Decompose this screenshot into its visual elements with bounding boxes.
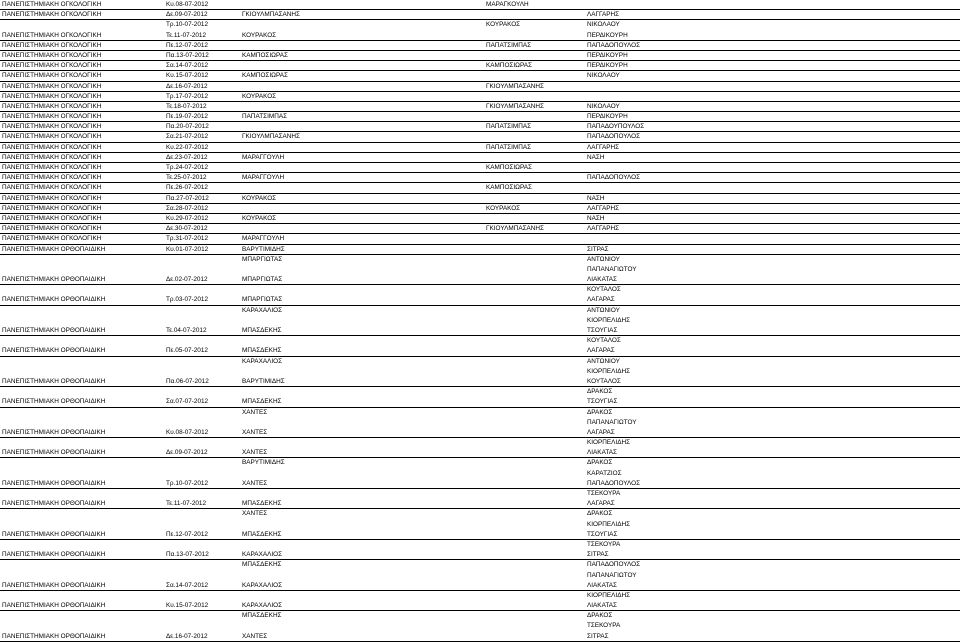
department-cell: ΠΑΝΕΠΙΣΤΗΜΙΑΚΗ ΟΡΘΟΠΑΙΔΙΚΗ: [2, 347, 106, 355]
department-cell: ΠΑΝΕΠΙΣΤΗΜΙΑΚΗ ΟΡΘΟΠΑΙΔΙΚΗ: [2, 327, 106, 334]
table-row: [0, 326, 960, 336]
table-row: [0, 112, 960, 122]
resident-cell: ΤΣΟΥΓΙΑΣ: [587, 530, 618, 538]
resident-cell: ΣΙΤΡΑΣ: [587, 632, 609, 640]
resident-cell: ΑΝΤΩΝΙΟΥ: [587, 357, 620, 365]
date-cell: Πα.20-07-2012: [166, 123, 209, 131]
table-row: [0, 204, 960, 214]
primary-doctor-cell: ΜΠΑΡΓΙΩΤΑΣ: [242, 296, 283, 304]
resident-cell: ΠΑΠΑΔΟΠΟΥΛΟΣ: [587, 561, 641, 569]
date-cell: Κυ.08-07-2012: [166, 428, 209, 436]
table-row: [0, 550, 960, 560]
resident-cell: ΛΑΓΑΡΑΣ: [587, 500, 615, 508]
secondary-doctor-cell: ΠΑΠΑΤΣΙΜΠΑΣ: [486, 123, 532, 131]
primary-doctor-cell: ΚΑΡΑΧΑΛΙΟΣ: [242, 357, 283, 365]
date-cell: Κυ.08-07-2012: [166, 1, 209, 8]
department-cell: ΠΑΝΕΠΙΣΤΗΜΙΑΚΗ ΟΡΘΟΠΑΙΔΙΚΗ: [2, 449, 106, 457]
resident-cell: ΛΑΓΑΡΑΣ: [587, 428, 615, 436]
department-cell: ΠΑΝΕΠΙΣΤΗΜΙΑΚΗ ΟΓΚΟΛΟΓΙΚΗ: [2, 164, 102, 171]
date-cell: Τρ.17-07-2012: [166, 92, 209, 100]
table-row: [0, 316, 960, 326]
date-cell: Δε.16-07-2012: [166, 632, 208, 640]
resident-cell: ΤΣΕΚΟΥΡΑ: [587, 622, 621, 630]
table-row: [0, 102, 960, 112]
primary-doctor-cell: ΓΚΙΟΥΛΜΠΑΣΑΝΗΣ: [242, 133, 300, 141]
date-cell: Τρ.10-07-2012: [166, 479, 209, 487]
resident-cell: ΝΙΚΟΛΑΟΥ: [587, 102, 620, 110]
department-cell: ΠΑΝΕΠΙΣΤΗΜΙΑΚΗ ΟΓΚΟΛΟΓΙΚΗ: [2, 11, 102, 19]
table-row: [0, 51, 960, 61]
table-row: [0, 418, 960, 428]
date-cell: Κυ.01-07-2012: [166, 245, 209, 253]
primary-doctor-cell: ΜΠΑΣΔΕΚΗΣ: [242, 500, 282, 508]
resident-cell: ΤΣΟΥΓΙΑΣ: [587, 327, 618, 334]
department-cell: ΠΑΝΕΠΙΣΤΗΜΙΑΚΗ ΟΓΚΟΛΟΓΙΚΗ: [2, 153, 102, 161]
table-row: [0, 194, 960, 204]
primary-doctor-cell: ΜΑΡΑΓΓΟΥΛΗ: [242, 153, 285, 161]
department-cell: ΠΑΝΕΠΙΣΤΗΜΙΑΚΗ ΟΓΚΟΛΟΓΙΚΗ: [2, 133, 102, 141]
resident-cell: ΠΑΠΑΔΟΠΟΥΛΟΣ: [587, 41, 641, 49]
table-row: [0, 499, 960, 509]
primary-doctor-cell: ΚΟΥΡΑΚΟΣ: [242, 194, 277, 202]
table-row: [0, 10, 960, 20]
secondary-doctor-cell: ΓΚΙΟΥΛΜΠΑΣΑΝΗΣ: [486, 82, 544, 90]
department-cell: ΠΑΝΕΠΙΣΤΗΜΙΑΚΗ ΟΡΘΟΠΑΙΔΙΚΗ: [2, 398, 106, 406]
date-cell: Τρ.10-07-2012: [166, 21, 209, 29]
secondary-doctor-cell: ΓΚΙΟΥΛΜΠΑΣΑΝΗΣ: [486, 102, 544, 110]
table-row: [0, 560, 960, 570]
date-cell: Τε.18-07-2012: [166, 102, 207, 110]
primary-doctor-cell: ΚΑΡΑΧΑΛΙΟΣ: [242, 581, 283, 589]
resident-cell: ΤΣΕΚΟΥΡΑ: [587, 540, 621, 548]
date-cell: Πε.05-07-2012: [166, 347, 208, 355]
table-row: [0, 489, 960, 499]
table-row: [0, 509, 960, 519]
primary-doctor-cell: ΜΑΡΑΓΓΟΥΛΗ: [242, 174, 285, 182]
primary-doctor-cell: ΒΑΡΥΤΙΜΙΔΗΣ: [242, 245, 285, 253]
resident-cell: ΑΝΤΩΝΙΟΥ: [587, 306, 620, 314]
resident-cell: ΛΙΑΚΑΤΑΣ: [587, 449, 617, 457]
resident-cell: ΛΙΑΚΑΤΑΣ: [587, 581, 617, 589]
department-cell: ΠΑΝΕΠΙΣΤΗΜΙΑΚΗ ΟΓΚΟΛΟΓΙΚΗ: [2, 204, 102, 212]
resident-cell: ΚΟΥΤΑΛΟΣ: [587, 286, 621, 294]
primary-doctor-cell: ΧΑΝΤΕΣ: [242, 408, 268, 416]
department-cell: ΠΑΝΕΠΙΣΤΗΜΙΑΚΗ ΟΡΘΟΠΑΙΔΙΚΗ: [2, 276, 106, 284]
department-cell: ΠΑΝΕΠΙΣΤΗΜΙΑΚΗ ΟΡΘΟΠΑΙΔΙΚΗ: [2, 632, 106, 640]
primary-doctor-cell: ΜΠΑΣΔΕΚΗΣ: [242, 561, 282, 569]
department-cell: ΠΑΝΕΠΙΣΤΗΜΙΑΚΗ ΟΓΚΟΛΟΓΙΚΗ: [2, 82, 102, 90]
resident-cell: ΚΙΟΡΠΕΛΙΔΗΣ: [587, 316, 631, 324]
secondary-doctor-cell: ΚΑΜΠΟΣΙΩΡΑΣ: [486, 164, 532, 171]
table-row: [0, 571, 960, 581]
date-cell: Πε.26-07-2012: [166, 184, 208, 192]
date-cell: Πα.06-07-2012: [166, 377, 209, 385]
table-row: [0, 367, 960, 377]
date-cell: Πα.27-07-2012: [166, 194, 209, 202]
department-cell: ΠΑΝΕΠΙΣΤΗΜΙΑΚΗ ΟΡΘΟΠΑΙΔΙΚΗ: [2, 479, 106, 487]
resident-cell: ΠΑΠΑΔΟΠΟΥΛΟΣ: [587, 174, 641, 182]
primary-doctor-cell: ΚΟΥΡΑΚΟΣ: [242, 214, 277, 222]
table-row: [0, 397, 960, 407]
table-row: [0, 275, 960, 285]
table-row: [0, 71, 960, 81]
date-cell: Τρ.31-07-2012: [166, 235, 209, 243]
table-row: [0, 581, 960, 591]
table-row: [0, 122, 960, 132]
table-row: [0, 20, 960, 30]
department-cell: ΠΑΝΕΠΙΣΤΗΜΙΑΚΗ ΟΓΚΟΛΟΓΙΚΗ: [2, 102, 102, 110]
table-row: [0, 377, 960, 387]
department-cell: ΠΑΝΕΠΙΣΤΗΜΙΑΚΗ ΟΡΘΟΠΑΙΔΙΚΗ: [2, 500, 106, 508]
secondary-doctor-cell: ΓΚΙΟΥΛΜΠΑΣΑΝΗΣ: [486, 225, 544, 233]
resident-cell: ΝΑΣΗ: [587, 194, 605, 202]
resident-cell: ΣΙΤΡΑΣ: [587, 551, 609, 559]
date-cell: Κυ.15-07-2012: [166, 602, 209, 610]
resident-cell: ΠΑΠΑΔΟΠΟΥΛΟΣ: [587, 479, 641, 487]
table-row: [0, 0, 960, 10]
primary-doctor-cell: ΜΠΑΣΔΕΚΗΣ: [242, 612, 282, 620]
table-row: [0, 245, 960, 255]
resident-cell: ΠΕΡΔΙΚΟΥΡΗ: [587, 31, 628, 39]
resident-cell: ΔΡΑΚΟΣ: [587, 612, 613, 620]
resident-cell: ΛΙΑΚΑΤΑΣ: [587, 602, 617, 610]
primary-doctor-cell: ΜΠΑΡΓΙΩΤΑΣ: [242, 276, 283, 284]
primary-doctor-cell: ΧΑΝΤΕΣ: [242, 479, 268, 487]
department-cell: ΠΑΝΕΠΙΣΤΗΜΙΑΚΗ ΟΓΚΟΛΟΓΙΚΗ: [2, 1, 102, 8]
department-cell: ΠΑΝΕΠΙΣΤΗΜΙΑΚΗ ΟΓΚΟΛΟΓΙΚΗ: [2, 113, 102, 121]
table-row: [0, 234, 960, 244]
date-cell: Τρ.24-07-2012: [166, 164, 209, 171]
date-cell: Σα.14-07-2012: [166, 62, 209, 70]
resident-cell: ΚΙΟΡΠΕΛΙΔΗΣ: [587, 367, 631, 375]
table-row: [0, 265, 960, 275]
secondary-doctor-cell: ΜΑΡΑΓΚΟΥΛΗ: [486, 1, 529, 8]
table-row: [0, 601, 960, 611]
table-row: [0, 255, 960, 265]
primary-doctor-cell: ΚΟΥΡΑΚΟΣ: [242, 92, 277, 100]
primary-doctor-cell: ΠΑΠΑΤΣΙΜΠΑΣ: [242, 113, 288, 121]
resident-cell: ΠΑΠΑΝΑΓΙΩΤΟΥ: [587, 571, 637, 579]
date-cell: Δε.16-07-2012: [166, 82, 208, 90]
secondary-doctor-cell: ΚΟΥΡΑΚΟΣ: [486, 21, 521, 29]
resident-cell: ΛΑΓΑΡΑΣ: [587, 347, 615, 355]
resident-cell: ΔΡΑΚΟΣ: [587, 459, 613, 467]
department-cell: ΠΑΝΕΠΙΣΤΗΜΙΑΚΗ ΟΓΚΟΛΟΓΙΚΗ: [2, 184, 102, 192]
date-cell: Πα.13-07-2012: [166, 51, 209, 59]
resident-cell: ΛΑΓΑΡΑΣ: [587, 296, 615, 304]
primary-doctor-cell: ΧΑΝΤΕΣ: [242, 632, 268, 640]
table-row: [0, 31, 960, 41]
resident-cell: ΤΣΟΥΓΙΑΣ: [587, 398, 618, 406]
table-row: [0, 458, 960, 468]
date-cell: Κυ.29-07-2012: [166, 214, 209, 222]
table-row: [0, 611, 960, 621]
primary-doctor-cell: ΜΑΡΑΓΓΟΥΛΗ: [242, 235, 285, 243]
date-cell: Πε.19-07-2012: [166, 113, 208, 121]
resident-cell: ΠΑΠΑΔΟΠΟΥΛΟΣ: [587, 133, 641, 141]
resident-cell: ΛΑΓΓΑΡΗΣ: [587, 143, 620, 151]
table-row: [0, 469, 960, 479]
department-cell: ΠΑΝΕΠΙΣΤΗΜΙΑΚΗ ΟΡΘΟΠΑΙΔΙΚΗ: [2, 296, 106, 304]
table-row: [0, 530, 960, 540]
date-cell: Δε.30-07-2012: [166, 225, 208, 233]
department-cell: ΠΑΝΕΠΙΣΤΗΜΙΑΚΗ ΟΓΚΟΛΟΓΙΚΗ: [2, 51, 102, 59]
primary-doctor-cell: ΧΑΝΤΕΣ: [242, 449, 268, 457]
department-cell: ΠΑΝΕΠΙΣΤΗΜΙΑΚΗ ΟΡΘΟΠΑΙΔΙΚΗ: [2, 551, 106, 559]
primary-doctor-cell: ΜΠΑΡΓΙΩΤΑΣ: [242, 255, 283, 263]
department-cell: ΠΑΝΕΠΙΣΤΗΜΙΑΚΗ ΟΓΚΟΛΟΓΙΚΗ: [2, 194, 102, 202]
resident-cell: ΚΙΟΡΠΕΛΙΔΗΣ: [587, 591, 631, 599]
table-row: [0, 295, 960, 305]
department-cell: ΠΑΝΕΠΙΣΤΗΜΙΑΚΗ ΟΓΚΟΛΟΓΙΚΗ: [2, 41, 102, 49]
table-row: [0, 540, 960, 550]
date-cell: Δε.02-07-2012: [166, 276, 208, 284]
table-row: [0, 92, 960, 102]
resident-cell: ΠΑΠΑΔΟΥΠΟΥΛΟΣ: [587, 123, 645, 131]
resident-cell: ΔΡΑΚΟΣ: [587, 388, 613, 396]
secondary-doctor-cell: ΚΑΜΠΟΣΙΩΡΑΣ: [486, 184, 532, 192]
table-row: [0, 183, 960, 193]
table-row: [0, 438, 960, 448]
primary-doctor-cell: ΚΟΥΡΑΚΟΣ: [242, 31, 277, 39]
table-row: [0, 285, 960, 295]
resident-cell: ΝΙΚΟΛΑΟΥ: [587, 72, 620, 80]
table-row: [0, 591, 960, 601]
department-cell: ΠΑΝΕΠΙΣΤΗΜΙΑΚΗ ΟΡΘΟΠΑΙΔΙΚΗ: [2, 428, 106, 436]
resident-cell: ΠΑΠΑΝΑΓΙΩΤΟΥ: [587, 418, 637, 426]
table-row: [0, 61, 960, 71]
resident-cell: ΚΙΟΡΠΕΛΙΔΗΣ: [587, 520, 631, 528]
date-cell: Τε.11-07-2012: [166, 31, 207, 39]
table-row: [0, 520, 960, 530]
resident-cell: ΛΑΓΓΑΡΗΣ: [587, 204, 620, 212]
table-row: [0, 214, 960, 224]
resident-cell: ΚΙΟΡΠΕΛΙΔΗΣ: [587, 439, 631, 447]
department-cell: ΠΑΝΕΠΙΣΤΗΜΙΑΚΗ ΟΓΚΟΛΟΓΙΚΗ: [2, 31, 102, 39]
date-cell: Σα.28-07-2012: [166, 204, 209, 212]
date-cell: Τε.25-07-2012: [166, 174, 207, 182]
resident-cell: ΚΑΡΑΤΖΙΟΣ: [587, 469, 622, 477]
resident-cell: ΑΝΤΩΝΙΟΥ: [587, 255, 620, 263]
primary-doctor-cell: ΜΠΑΣΔΕΚΗΣ: [242, 398, 282, 406]
date-cell: Πε.12-07-2012: [166, 41, 208, 49]
table-row: [0, 336, 960, 346]
primary-doctor-cell: ΚΑΜΠΟΣΙΩΡΑΣ: [242, 72, 288, 80]
primary-doctor-cell: ΧΑΝΤΕΣ: [242, 510, 268, 518]
secondary-doctor-cell: ΚΟΥΡΑΚΟΣ: [486, 204, 521, 212]
resident-cell: ΠΕΡΔΙΚΟΥΡΗ: [587, 51, 628, 59]
table-row: [0, 41, 960, 51]
resident-cell: ΚΟΥΤΑΛΟΣ: [587, 377, 621, 385]
resident-cell: ΛΙΑΚΑΤΑΣ: [587, 276, 617, 284]
primary-doctor-cell: ΒΑΡΥΤΙΜΙΔΗΣ: [242, 459, 285, 467]
primary-doctor-cell: ΜΠΑΣΔΕΚΗΣ: [242, 530, 282, 538]
department-cell: ΠΑΝΕΠΙΣΤΗΜΙΑΚΗ ΟΓΚΟΛΟΓΙΚΗ: [2, 62, 102, 70]
date-cell: Πε.12-07-2012: [166, 530, 208, 538]
table-row: [0, 621, 960, 631]
resident-cell: ΔΡΑΚΟΣ: [587, 408, 613, 416]
department-cell: ΠΑΝΕΠΙΣΤΗΜΙΑΚΗ ΟΓΚΟΛΟΓΙΚΗ: [2, 123, 102, 131]
table-row: [0, 448, 960, 458]
primary-doctor-cell: ΜΠΑΣΔΕΚΗΣ: [242, 347, 282, 355]
secondary-doctor-cell: ΠΑΠΑΤΣΙΜΠΑΣ: [486, 143, 532, 151]
primary-doctor-cell: ΧΑΝΤΕΣ: [242, 428, 268, 436]
primary-doctor-cell: ΚΑΜΠΟΣΙΩΡΑΣ: [242, 51, 288, 59]
date-cell: Τε.04-07-2012: [166, 327, 207, 334]
date-cell: Τρ.03-07-2012: [166, 296, 209, 304]
date-cell: Πα.13-07-2012: [166, 551, 209, 559]
department-cell: ΠΑΝΕΠΙΣΤΗΜΙΑΚΗ ΟΡΘΟΠΑΙΔΙΚΗ: [2, 602, 106, 610]
secondary-doctor-cell: ΚΑΜΠΟΣΙΩΡΑΣ: [486, 62, 532, 70]
table-row: [0, 153, 960, 163]
table-row: [0, 632, 960, 642]
primary-doctor-cell: ΜΠΑΣΔΕΚΗΣ: [242, 327, 282, 334]
table-row: [0, 346, 960, 356]
department-cell: ΠΑΝΕΠΙΣΤΗΜΙΑΚΗ ΟΓΚΟΛΟΓΙΚΗ: [2, 235, 102, 243]
department-cell: ΠΑΝΕΠΙΣΤΗΜΙΑΚΗ ΟΡΘΟΠΑΙΔΙΚΗ: [2, 581, 106, 589]
table-row: [0, 224, 960, 234]
date-cell: Δε.23-07-2012: [166, 153, 208, 161]
department-cell: ΠΑΝΕΠΙΣΤΗΜΙΑΚΗ ΟΡΘΟΠΑΙΔΙΚΗ: [2, 530, 106, 538]
table-row: [0, 132, 960, 142]
primary-doctor-cell: ΚΑΡΑΧΑΛΙΟΣ: [242, 306, 283, 314]
resident-cell: ΛΑΓΓΑΡΗΣ: [587, 11, 620, 19]
department-cell: ΠΑΝΕΠΙΣΤΗΜΙΑΚΗ ΟΓΚΟΛΟΓΙΚΗ: [2, 174, 102, 182]
resident-cell: ΣΙΤΡΑΣ: [587, 245, 609, 253]
table-row: [0, 357, 960, 367]
date-cell: Κυ.22-07-2012: [166, 143, 209, 151]
department-cell: ΠΑΝΕΠΙΣΤΗΜΙΑΚΗ ΟΡΘΟΠΑΙΔΙΚΗ: [2, 377, 106, 385]
resident-cell: ΠΕΡΔΙΚΟΥΡΗ: [587, 113, 628, 121]
department-cell: ΠΑΝΕΠΙΣΤΗΜΙΑΚΗ ΟΓΚΟΛΟΓΙΚΗ: [2, 214, 102, 222]
department-cell: ΠΑΝΕΠΙΣΤΗΜΙΑΚΗ ΟΓΚΟΛΟΓΙΚΗ: [2, 72, 102, 80]
table-row: [0, 408, 960, 418]
resident-cell: ΝΙΚΟΛΑΟΥ: [587, 21, 620, 29]
department-cell: ΠΑΝΕΠΙΣΤΗΜΙΑΚΗ ΟΡΘΟΠΑΙΔΙΚΗ: [2, 245, 106, 253]
primary-doctor-cell: ΓΚΙΟΥΛΜΠΑΣΑΝΗΣ: [242, 11, 300, 19]
primary-doctor-cell: ΒΑΡΥΤΙΜΙΔΗΣ: [242, 377, 285, 385]
date-cell: Σα.14-07-2012: [166, 581, 209, 589]
resident-cell: ΚΟΥΤΑΛΟΣ: [587, 337, 621, 345]
resident-cell: ΠΑΠΑΝΑΓΙΩΤΟΥ: [587, 265, 637, 273]
table-row: [0, 428, 960, 438]
table-row: [0, 306, 960, 316]
department-cell: ΠΑΝΕΠΙΣΤΗΜΙΑΚΗ ΟΓΚΟΛΟΓΙΚΗ: [2, 225, 102, 233]
primary-doctor-cell: ΚΑΡΑΧΑΛΙΟΣ: [242, 602, 283, 610]
department-cell: ΠΑΝΕΠΙΣΤΗΜΙΑΚΗ ΟΓΚΟΛΟΓΙΚΗ: [2, 92, 102, 100]
secondary-doctor-cell: ΠΑΠΑΤΣΙΜΠΑΣ: [486, 41, 532, 49]
resident-cell: ΝΑΣΗ: [587, 214, 605, 222]
date-cell: Κυ.15-07-2012: [166, 72, 209, 80]
date-cell: Σα.07-07-2012: [166, 398, 209, 406]
resident-cell: ΝΑΣΗ: [587, 153, 605, 161]
date-cell: Τε.11-07-2012: [166, 500, 207, 508]
date-cell: Σα.21-07-2012: [166, 133, 209, 141]
department-cell: ΠΑΝΕΠΙΣΤΗΜΙΑΚΗ ΟΓΚΟΛΟΓΙΚΗ: [2, 143, 102, 151]
table-row: [0, 173, 960, 183]
table-row: [0, 143, 960, 153]
table-row: [0, 82, 960, 92]
resident-cell: ΔΡΑΚΟΣ: [587, 510, 613, 518]
resident-cell: ΤΣΕΚΟΥΡΑ: [587, 490, 621, 497]
resident-cell: ΠΕΡΔΙΚΟΥΡΗ: [587, 62, 628, 70]
table-row: [0, 163, 960, 173]
date-cell: Δε.09-07-2012: [166, 449, 208, 457]
table-row: [0, 479, 960, 489]
date-cell: Δε.09-07-2012: [166, 11, 208, 19]
primary-doctor-cell: ΚΑΡΑΧΑΛΙΟΣ: [242, 551, 283, 559]
table-row: [0, 387, 960, 397]
resident-cell: ΛΑΓΓΑΡΗΣ: [587, 225, 620, 233]
